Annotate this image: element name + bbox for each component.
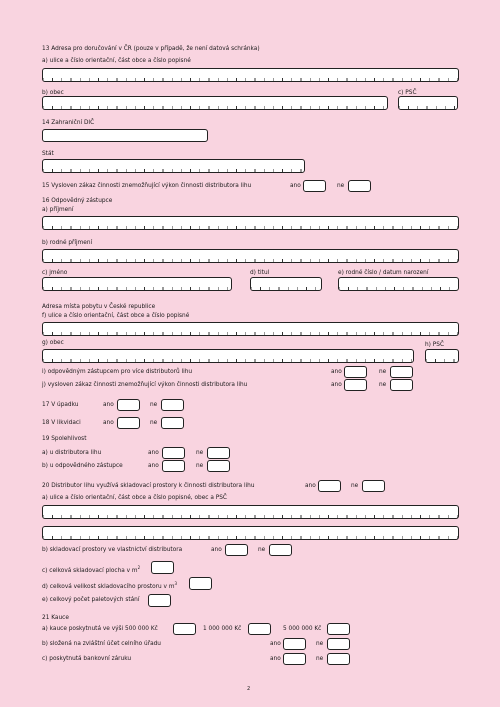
s19b-ano-checkbox[interactable] — [162, 460, 185, 472]
s13-obec-label: b) obec — [42, 90, 64, 96]
s20-ano-checkbox[interactable] — [318, 480, 341, 492]
s19b-ne-checkbox[interactable] — [207, 460, 230, 472]
s19b-ne-label: ne — [196, 463, 204, 469]
s20-adresa-input-1[interactable] — [42, 505, 459, 519]
s16j-ne-checkbox[interactable] — [390, 379, 413, 391]
s20-plocha-input[interactable] — [151, 561, 174, 574]
s16-obec-input[interactable] — [42, 349, 414, 363]
s21-5m-label: 5 000 000 Kč — [283, 626, 322, 632]
s13-psc-input[interactable] — [398, 96, 458, 110]
s17-ano-label: ano — [103, 402, 114, 408]
s16j-ano-label: ano — [331, 382, 342, 388]
s19a-ano-checkbox[interactable] — [162, 447, 185, 459]
s17-ano-checkbox[interactable] — [117, 399, 140, 411]
s20-adresa-input-2[interactable] — [42, 526, 459, 540]
s16-titul-input[interactable] — [250, 277, 322, 291]
s16i-ne-label: ne — [379, 369, 387, 375]
page-number: 2 — [247, 686, 251, 692]
s20-prostor-input[interactable] — [189, 577, 212, 590]
s14-stat-label: Stát — [42, 151, 54, 157]
s21c-label: c) poskytnutá bankovní záruku — [42, 656, 132, 662]
s21c-ano-label: ano — [270, 656, 281, 662]
s20-palety-label: e) celkový počet paletových stání — [42, 597, 140, 603]
s21a-label: a) kauce poskytnutá ve výši 500 000 Kč — [42, 626, 158, 632]
s16-rodne-prijmeni-label: b) rodné příjmení — [42, 240, 93, 246]
s20-adresa-label: a) ulice a číslo orientační, část obce a číslo popisné, obec a PSČ — [42, 495, 227, 501]
s16-zakaz-label: j) vysloven zákaz činnosti znemožňující výkon činnosti distributora lihu — [42, 382, 248, 388]
s18-ne-checkbox[interactable] — [161, 417, 184, 429]
s16-rc-input[interactable] — [338, 277, 459, 291]
s16i-ano-label: ano — [331, 369, 342, 375]
s16-titul-label: d) titul — [250, 270, 270, 276]
s18-ano-checkbox[interactable] — [117, 417, 140, 429]
section-13-title: 13 Adresa pro doručování v ČR (pouze v případě, že není datová schránka) — [42, 46, 260, 52]
s19a-ne-label: ne — [196, 450, 204, 456]
s16i-ano-checkbox[interactable] — [344, 366, 367, 378]
s15-ne-label: ne — [337, 183, 345, 189]
s21b-ne-checkbox[interactable] — [327, 638, 350, 650]
section-16-title: 16 Odpovědný zástupce — [42, 198, 113, 204]
s16-ulice-label: f) ulice a číslo orientační, část obce a číslo popisné — [42, 313, 190, 319]
s16-rodne-prijmeni-input[interactable] — [42, 249, 459, 263]
s15-ano-checkbox[interactable] — [303, 180, 326, 192]
s19a-label: a) u distributora lihu — [42, 450, 102, 456]
s21b-label: b) složená na zvláštní účet celního úřadu — [42, 641, 161, 647]
s16-jmeno-input[interactable] — [42, 277, 232, 291]
s20-plocha-label: c) celková skladovací plocha v $m^2$ — [42, 565, 141, 574]
s16-obec-label: g) obec — [42, 340, 64, 346]
s21-5m-checkbox[interactable] — [327, 623, 350, 635]
section-21-title: 21 Kauce — [42, 615, 69, 621]
s16-prijmeni-input[interactable] — [42, 216, 459, 230]
s16j-ano-checkbox[interactable] — [344, 379, 367, 391]
s16-adresa-heading: Adresa místa pobytu v České republice — [42, 304, 156, 310]
s17-ne-label: ne — [150, 402, 158, 408]
s16-vice-label: i) odpovědným zástupcem pro více distributorů lihu — [42, 369, 193, 375]
s19b-ano-label: ano — [148, 463, 159, 469]
s13-street-label: a) ulice a číslo orientační, část obce a číslo popisné — [42, 58, 191, 64]
s14-stat-input[interactable] — [42, 159, 305, 173]
s21-500k-checkbox[interactable] — [173, 623, 196, 635]
s17-ne-checkbox[interactable] — [161, 399, 184, 411]
s20b-ne-label: ne — [258, 547, 266, 553]
s20-palety-input[interactable] — [148, 594, 171, 607]
s16-rc-label: e) rodné číslo / datum narození — [338, 270, 429, 276]
s18-ne-label: ne — [150, 420, 158, 426]
s19b-label: b) u odpovědného zástupce — [42, 463, 123, 469]
s20-ne-label: ne — [351, 483, 359, 489]
s20b-ano-label: ano — [211, 547, 222, 553]
s20b-ano-checkbox[interactable] — [225, 544, 248, 556]
s16-jmeno-label: c) jméno — [42, 270, 68, 276]
section-15-title: 15 Vysloven zákaz činnosti znemožňující výkon činnosti distributora lihu — [42, 183, 252, 189]
s16-psc-input[interactable] — [425, 349, 459, 363]
s20-vlastnictvi-label: b) skladovací prostory ve vlastnictví distributora — [42, 547, 183, 553]
section-19-title: 19 Spolehlivost — [42, 436, 87, 442]
s13-street-input[interactable] — [42, 68, 459, 82]
s21b-ano-label: ano — [270, 641, 281, 647]
s21-1m-checkbox[interactable] — [248, 623, 271, 635]
s13-psc-label: c) PSČ — [398, 90, 417, 96]
s14-dic-input[interactable] — [42, 129, 208, 142]
s21c-ne-checkbox[interactable] — [327, 653, 350, 665]
s20-ne-checkbox[interactable] — [362, 480, 385, 492]
section-18-title: 18 V likvidaci — [42, 420, 81, 426]
s13-obec-input[interactable] — [42, 96, 388, 110]
s16i-ne-checkbox[interactable] — [390, 366, 413, 378]
s16-psc-label: h) PSČ — [425, 342, 445, 348]
s16-prijmeni-label: a) příjmení — [42, 207, 74, 213]
s19a-ne-checkbox[interactable] — [207, 447, 230, 459]
s20-prostor-label: d) celková velikost skladovacího prostoru v $m^3$ — [42, 581, 178, 590]
s21b-ano-checkbox[interactable] — [283, 638, 306, 650]
s15-ne-checkbox[interactable] — [348, 180, 371, 192]
s19a-ano-label: ano — [148, 450, 159, 456]
s16-ulice-input[interactable] — [42, 322, 459, 336]
section-20-title: 20 Distributor lihu využívá skladovací prostory k činnosti distributora lihu — [42, 483, 255, 489]
s16j-ne-label: ne — [379, 382, 387, 388]
s21c-ne-label: ne — [316, 656, 324, 662]
s21b-ne-label: ne — [316, 641, 324, 647]
s15-ano-label: ano — [290, 183, 301, 189]
section-17-title: 17 V úpadku — [42, 402, 79, 408]
s18-ano-label: ano — [103, 420, 114, 426]
s20b-ne-checkbox[interactable] — [269, 544, 292, 556]
s21c-ano-checkbox[interactable] — [283, 653, 306, 665]
section-14-title: 14 Zahraniční DIČ — [42, 120, 95, 126]
s20-ano-label: ano — [305, 483, 316, 489]
s21-1m-label: 1 000 000 Kč — [203, 626, 242, 632]
